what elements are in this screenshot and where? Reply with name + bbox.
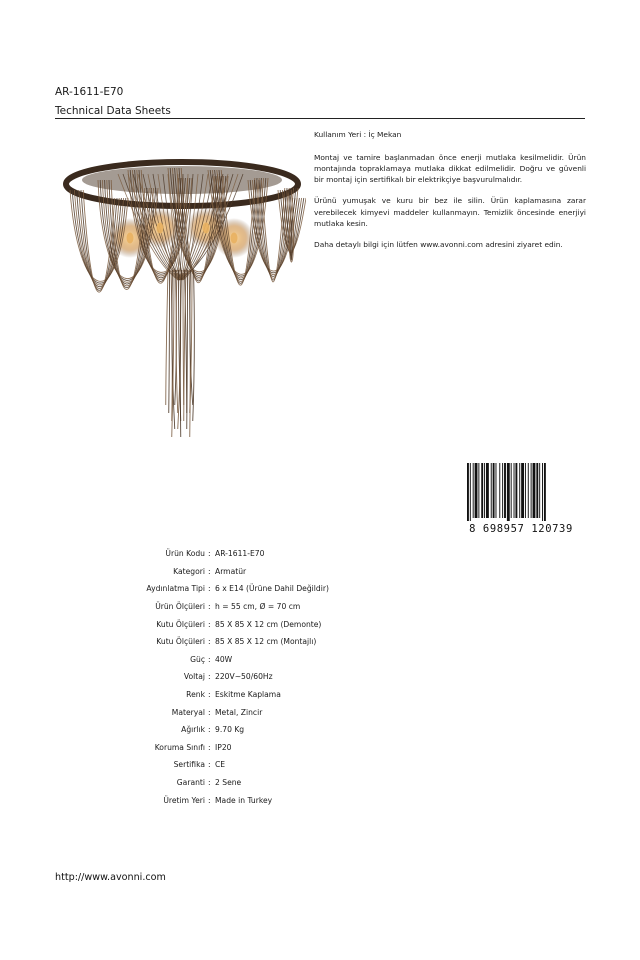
spec-separator: : [208,672,211,682]
spec-row [90,633,510,651]
spec-row [90,791,510,809]
spec-value: Armatür [215,566,247,576]
website-link[interactable]: http://www.avonni.com [55,872,166,883]
spec-value: Made in Turkey [215,795,273,805]
barcode-digits: 8 698957 120739 [469,523,573,535]
spec-row [90,739,510,757]
spec-value: 9.70 Kg [215,725,245,735]
header-divider [55,118,585,119]
spec-separator: : [208,602,211,612]
spec-label: Ürün Ölçüleri [155,602,205,612]
spec-label: Kategori [173,566,205,576]
spec-label: Kutu Ölçüleri [156,619,205,629]
spec-separator: : [208,795,211,805]
spec-row [90,580,510,598]
spec-row [90,668,510,686]
info-paragraph-safety: Montaj ve tamire başlanmadan önce enerji mutlaka kesilmelidir. Ürün montajında topraklamaya mutlaka dikkat edilmelidir. Doğru ve güvenli bir montaj için sertifikalı bir elektrikçiye başvurulmalıdır. [314,153,586,185]
info-paragraph-website: Daha detaylı bilgi için lütfen www.avonni.com adresini ziyaret edin. [314,239,563,249]
spec-label: Sertifika [173,760,205,770]
spec-separator: : [208,778,211,788]
spec-separator: : [208,690,211,700]
spec-row [90,545,510,563]
spec-label: Güç [190,654,205,664]
spec-row [90,721,510,739]
spec-separator: : [208,549,211,559]
spec-value: Eskitme Kaplama [215,690,281,700]
spec-value: 2 Sene [215,778,242,788]
spec-separator: : [208,725,211,735]
header [55,86,585,117]
spec-value: IP20 [215,742,232,752]
spec-row [90,598,510,616]
spec-label: Ağırlık [181,725,205,735]
spec-label: Aydınlatma Tipi [146,584,205,594]
spec-label: Koruma Sınıfı [154,742,205,752]
spec-value: AR-1611-E70 [215,549,265,559]
spec-separator: : [208,760,211,770]
spec-row [90,774,510,792]
spec-row [90,651,510,669]
spec-separator: : [208,619,211,629]
sheet-title: Technical Data Sheets [55,105,171,117]
spec-value: 85 X 85 X 12 cm (Demonte) [215,619,322,629]
spec-separator: : [208,566,211,576]
spec-value: h = 55 cm, Ø = 70 cm [215,602,301,612]
spec-label: Üretim Yeri [163,795,205,805]
spec-label: Materyal [171,707,205,717]
spec-label: Ürün Kodu [165,549,205,559]
spec-label: Voltaj [183,672,205,682]
spec-row [90,615,510,633]
spec-separator: : [208,584,211,594]
spec-row [90,756,510,774]
spec-row [90,563,510,581]
spec-separator: : [208,707,211,717]
spec-label: Renk [186,690,205,700]
spec-value: 85 X 85 X 12 cm (Montajlı) [215,637,317,647]
product-code-title: AR-1611-E70 [55,86,124,98]
spec-value: CE [215,760,226,770]
spec-label: Kutu Ölçüleri [156,637,205,647]
spec-row [90,686,510,704]
spec-separator: : [208,654,211,664]
spec-value: 40W [215,654,233,664]
info-paragraph-cleaning: Ürünü yumuşak ve kuru bir bez ile silin. Ürün kaplamasına zarar verebilecek kimyevi maddeler kullanmayın. Temizlik öncesinde enerjiyi mutlaka kesin. [314,196,586,228]
info-block [314,129,586,260]
chandelier-image [58,150,306,450]
spec-separator: : [208,742,211,752]
spec-value: Metal, Zincir [215,707,263,717]
spec-table [90,545,510,809]
spec-separator: : [208,637,211,647]
spec-label: Garanti [176,778,205,788]
usage-location: Kullanım Yeri : İç Mekan [314,130,402,139]
barcode [456,460,586,535]
spec-value: 6 x E14 (Ürüne Dahil Değildir) [215,584,329,594]
spec-value: 220V~50/60Hz [215,672,273,682]
spec-row [90,703,510,721]
